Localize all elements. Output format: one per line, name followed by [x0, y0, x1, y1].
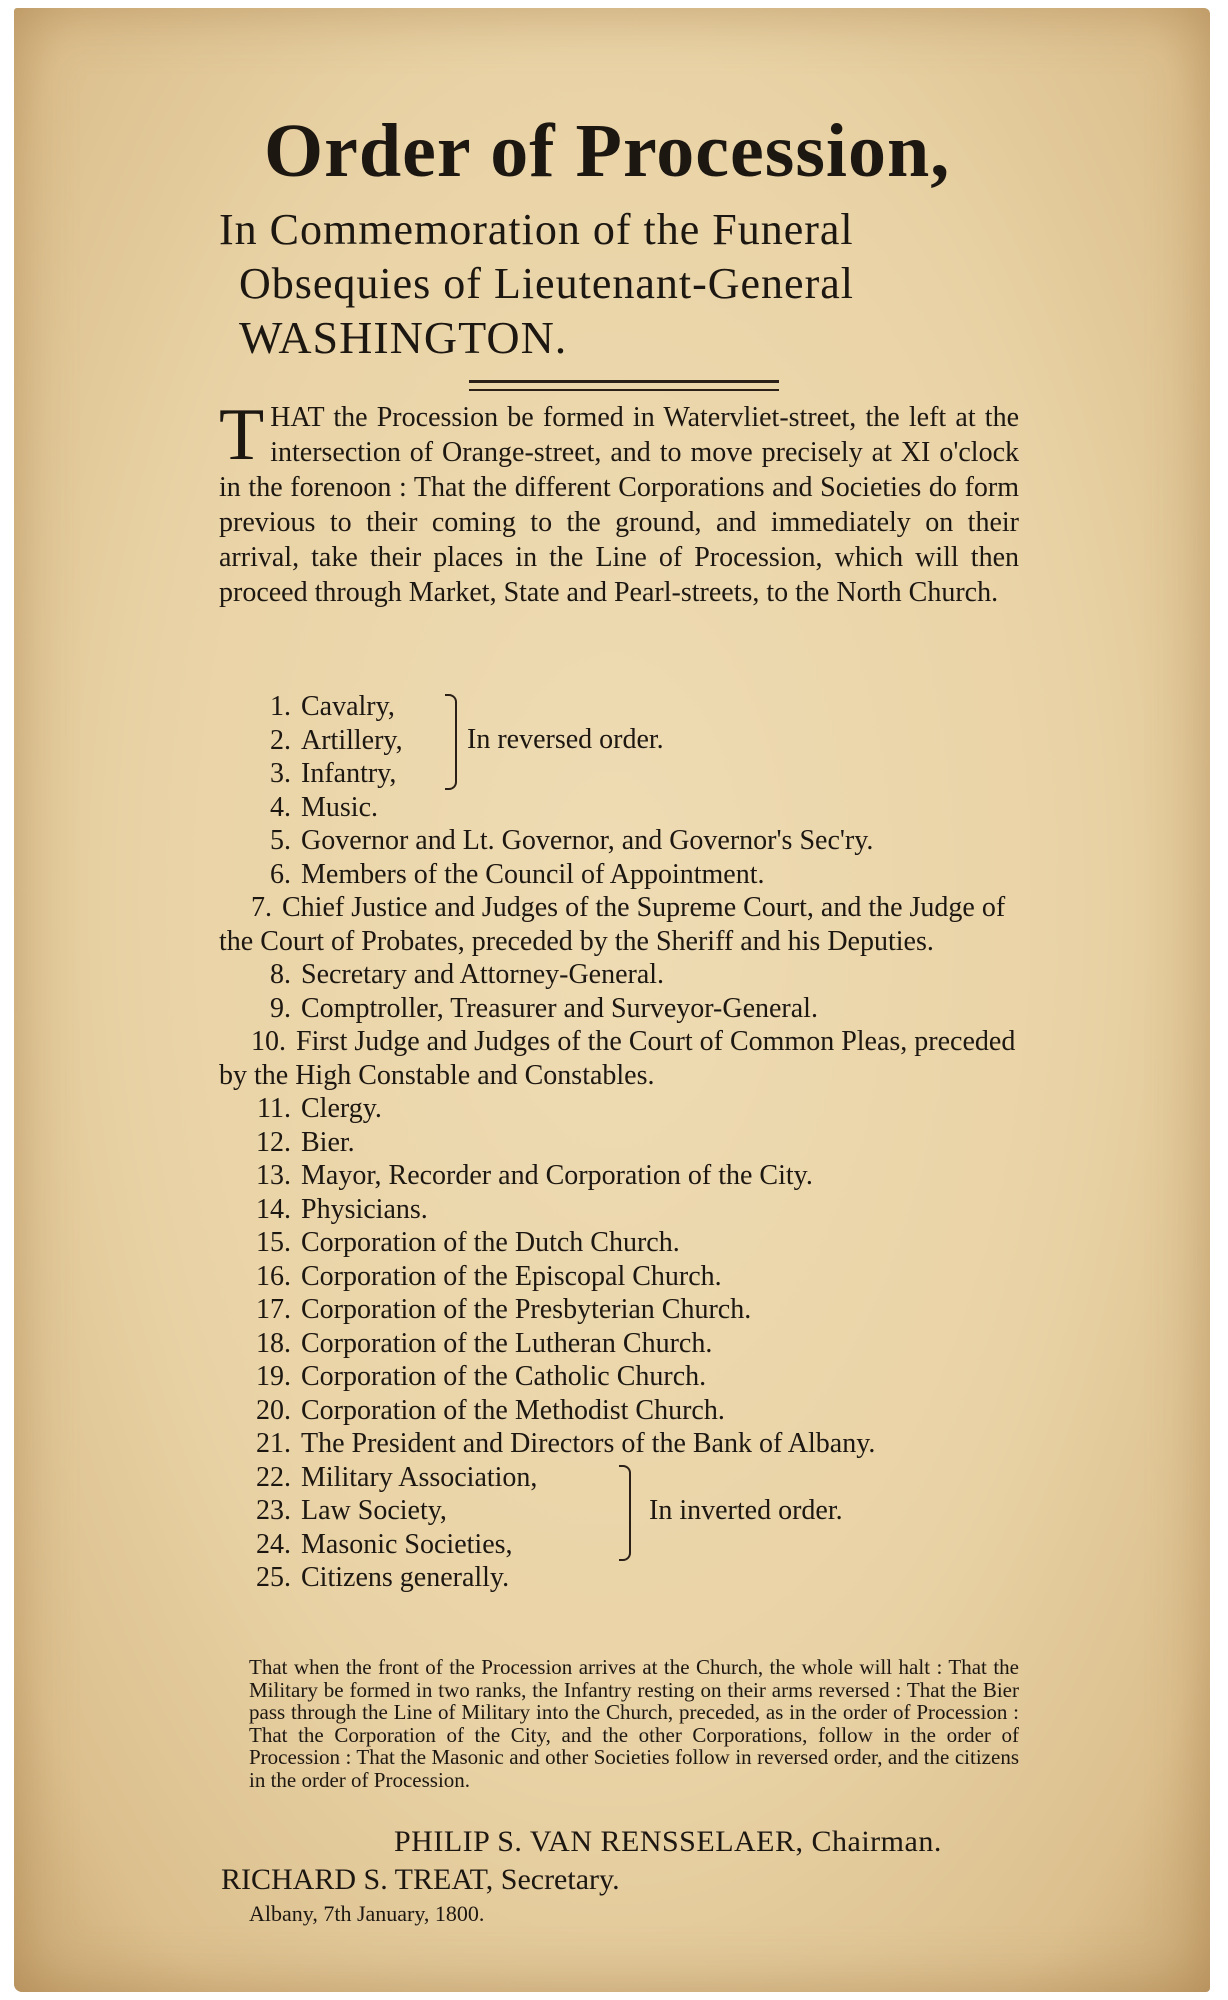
drop-cap: T — [219, 394, 265, 476]
item-number: 11. — [257, 1093, 291, 1124]
item-number: 13. — [256, 1160, 291, 1191]
item-text: Military Association, — [301, 1461, 538, 1493]
item-number: 14. — [256, 1193, 291, 1225]
item-text: Clergy. — [301, 1093, 382, 1124]
secretary-signature: RICHARD S. TREAT, Secretary. — [221, 1863, 620, 1896]
document-subtitle — [219, 203, 1019, 365]
subtitle-line-1: In Commemoration of the Funeral — [219, 205, 854, 254]
item-text: Chief Justice and Judges of the Supreme Court, and the Judge of the Court of Probates, preceded by the Sheriff and his Deputies. — [219, 892, 1006, 957]
group-inverted-order — [219, 1461, 1019, 1562]
item-text: Corporation of the Lutheran Church. — [301, 1327, 713, 1359]
item-number: 24. — [256, 1528, 291, 1560]
item-number: 7. — [251, 892, 272, 923]
item-text: Physicians. — [301, 1193, 428, 1225]
item-number: 21. — [256, 1428, 291, 1459]
item-number: 22. — [256, 1461, 291, 1493]
closing-paragraph: That when the front of the Procession arrives at the Church, the whole will halt : That the Military be formed in two ranks, the Infantry resting on their arms reversed : That the Bier pass through the Line of Military into the Church, preceded, as in the order of Procession : That the Corporation of the City, and the other Corporations, follow in the order of Procession : That the Masonic and other Societies follow in reversed order, and the citizens in the order of Procession. — [249, 1655, 1019, 1792]
list-item — [219, 757, 1019, 791]
list-item — [219, 1159, 1019, 1193]
item-text: Music. — [301, 791, 378, 823]
item-text: Corporation of the Episcopal Church. — [301, 1260, 722, 1292]
list-item — [219, 992, 1019, 1026]
brace-icon — [445, 694, 457, 790]
list-item — [219, 824, 1019, 858]
list-item — [219, 791, 1019, 825]
list-item — [219, 1226, 1019, 1260]
subtitle-line-2: Obsequies of Lieutenant-General — [239, 259, 854, 308]
item-number: 18. — [256, 1327, 291, 1359]
list-item — [219, 958, 1019, 992]
item-number: 1. — [270, 691, 291, 722]
item-text: Corporation of the Methodist Church. — [301, 1394, 725, 1426]
item-number: 15. — [256, 1227, 291, 1258]
item-text: Corporation of the Dutch Church. — [301, 1227, 680, 1258]
item-text: Bier. — [301, 1126, 355, 1158]
item-text: Law Society, — [301, 1495, 447, 1526]
item-text: First Judge and Judges of the Court of Common Pleas, preceded by the High Constable and Constables. — [219, 1026, 1016, 1091]
item-number: 23. — [256, 1495, 291, 1526]
item-text: Artillery, — [301, 724, 403, 756]
item-text: Secretary and Attorney-General. — [301, 959, 665, 990]
brace-icon — [619, 1465, 631, 1561]
list-item — [219, 858, 1019, 892]
item-text: Cavalry, — [301, 691, 395, 722]
item-number: 19. — [256, 1361, 291, 1392]
item-number: 2. — [270, 724, 291, 756]
item-number: 6. — [270, 858, 291, 890]
list-item — [219, 1260, 1019, 1294]
list-item — [219, 891, 1019, 958]
item-number: 12. — [256, 1126, 291, 1158]
item-number: 20. — [256, 1394, 291, 1426]
item-number: 4. — [270, 791, 291, 823]
group-reversed-order — [219, 690, 1019, 791]
list-item — [219, 1293, 1019, 1327]
ornamental-rule — [469, 380, 779, 391]
group-note: In reversed order. — [467, 724, 664, 755]
list-item — [219, 1025, 1019, 1092]
item-number: 5. — [270, 825, 291, 856]
subtitle-line-3: WASHINGTON. — [239, 312, 568, 363]
intro-text: HAT the Procession be formed in Watervliet-street, the left at the intersection of Orange-street, and to move precisely at XI o'clock in the forenoon : That the different Corporations and Societies do form previous to their coming to the ground, and immediately on their arrival, take their places in the Line of Procession, which will then proceed through Market, State and Pearl-streets, to the North Church. — [219, 402, 1019, 608]
group-note: In inverted order. — [649, 1494, 843, 1526]
item-text: Citizens generally. — [301, 1562, 510, 1593]
item-text: Comptroller, Treasurer and Surveyor-General. — [301, 992, 818, 1024]
item-text: Mayor, Recorder and Corporation of the City. — [301, 1160, 813, 1191]
chairman-signature: PHILIP S. VAN RENSSELAER, Chairman. — [394, 1825, 942, 1858]
item-text: Governor and Lt. Governor, and Governor's Sec'ry. — [301, 825, 874, 856]
list-item — [219, 1193, 1019, 1227]
list-item — [219, 1126, 1019, 1160]
item-number: 25. — [256, 1562, 291, 1593]
list-item — [219, 1360, 1019, 1394]
list-item — [219, 1327, 1019, 1361]
item-number: 3. — [270, 758, 291, 789]
list-item — [219, 1427, 1019, 1461]
list-item — [219, 1394, 1019, 1428]
item-text: Infantry, — [301, 758, 397, 789]
item-number: 8. — [270, 959, 291, 990]
item-number: 9. — [270, 992, 291, 1024]
intro-paragraph — [219, 394, 1019, 610]
item-text: Corporation of the Catholic Church. — [301, 1361, 707, 1392]
dateline: Albany, 7th January, 1800. — [249, 1901, 485, 1926]
document-title: Order of Procession, — [264, 109, 951, 193]
list-item — [219, 1561, 1019, 1595]
item-text: Corporation of the Presbyterian Church. — [301, 1294, 752, 1325]
broadside-paper — [14, 8, 1210, 1992]
item-number: 10. — [251, 1026, 286, 1057]
item-text: Masonic Societies, — [301, 1528, 513, 1560]
item-number: 17. — [256, 1294, 291, 1325]
item-text: Members of the Council of Appointment. — [301, 858, 765, 890]
item-number: 16. — [256, 1260, 291, 1292]
list-item — [219, 1092, 1019, 1126]
item-text: The President and Directors of the Bank of Albany. — [301, 1428, 876, 1459]
list-item — [219, 690, 1019, 724]
procession-list — [219, 690, 1019, 1595]
